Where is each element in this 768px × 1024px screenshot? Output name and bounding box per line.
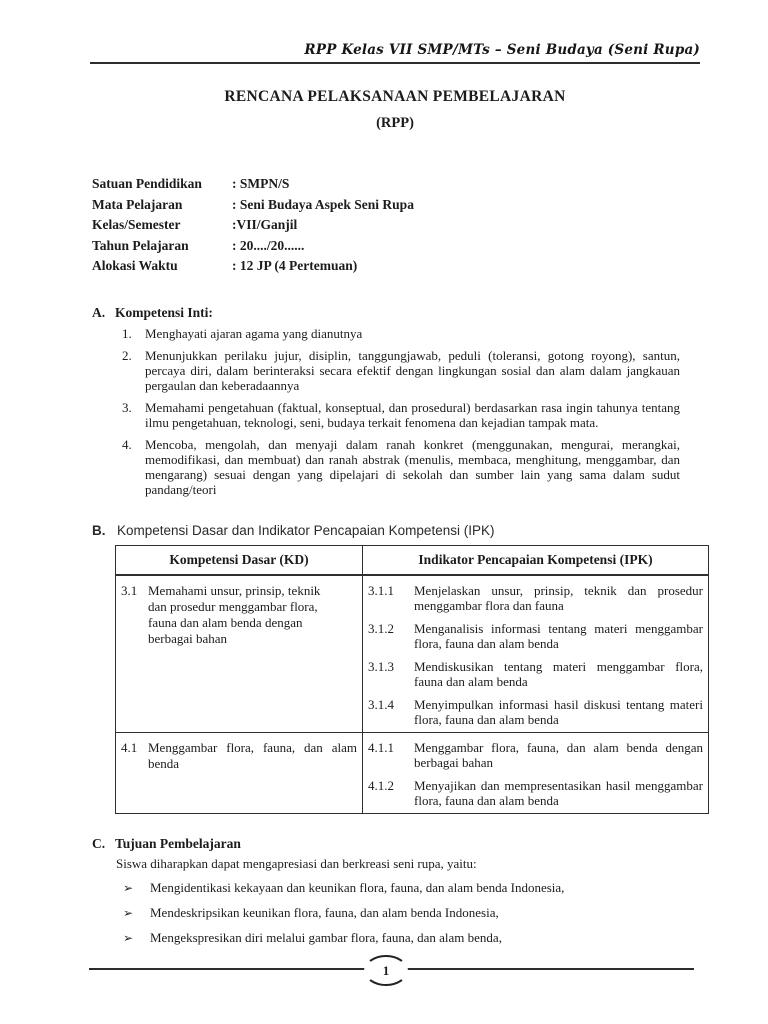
ipk-item <box>368 697 703 728</box>
running-title: RPP Kelas VII SMP/MTs – Seni Budaya (Seni Rupa) <box>304 42 700 58</box>
item-number: 2. <box>122 347 132 363</box>
ipk-number: 4.1.2 <box>368 777 394 793</box>
metadata-label: Mata Pelajaran <box>92 196 183 212</box>
ipk-number: 3.1.3 <box>368 658 394 674</box>
metadata-label: Kelas/Semester <box>92 217 181 232</box>
ipk-item <box>368 659 703 690</box>
ipk-text: Menjelaskan unsur, prinsip, teknik dan prosedur menggambar flora dan fauna <box>414 582 703 613</box>
bullet-text: Mengekspresikan diri melalui gambar flora, fauna, dan alam benda, <box>150 929 502 945</box>
ipk-item <box>368 583 703 614</box>
section-title: Kompetensi Dasar dan Indikator Pencapaian Kompetensi (IPK) <box>117 522 495 538</box>
table-header-ipk: Indikator Pencapaian Kompetensi (IPK) <box>363 545 709 575</box>
list-item <box>122 400 680 430</box>
bullet-item <box>123 880 690 896</box>
metadata-block <box>92 174 700 277</box>
metadata-value: : Seni Budaya Aspek Seni Rupa <box>232 196 414 212</box>
ipk-text: Menyimpulkan informasi hasil diskusi tentang materi flora, fauna dan alam benda <box>414 696 703 727</box>
ipk-item <box>368 621 703 652</box>
bullet-text: Mengidentikasi kekayaan dan keunikan flora, fauna, dan alam benda Indonesia, <box>150 879 565 895</box>
metadata-value: : 12 JP (4 Pertemuan) <box>232 258 358 273</box>
metadata-label: Tahun Pelajaran <box>92 237 189 253</box>
bullet-item <box>123 905 690 921</box>
arrow-bullet-icon: ➢ <box>123 905 134 920</box>
kd-number: 3.1 <box>121 582 138 598</box>
page-number: 1 <box>382 963 390 978</box>
intro-text: Siswa diharapkan dapat mengapresiasi dan berkreasi seni rupa, yaitu: <box>116 855 477 871</box>
ipk-text: Menggambar flora, fauna, dan alam benda dengan berbagai bahan <box>414 739 703 770</box>
list-item <box>122 437 680 497</box>
ipk-number: 3.1.4 <box>368 696 394 712</box>
list-item <box>122 348 680 393</box>
metadata-value: : 20..../20...... <box>232 237 305 253</box>
metadata-row <box>92 236 700 257</box>
section-kompetensi-inti <box>90 305 700 497</box>
metadata-label: Satuan Pendidikan <box>92 176 202 191</box>
metadata-row <box>92 195 700 216</box>
section-a-heading <box>92 305 700 321</box>
section-b-heading <box>92 523 700 538</box>
ipk-item <box>368 778 703 809</box>
ipk-text: Menyajikan dan mempresentasikan hasil menggambar flora, fauna dan alam benda <box>414 777 703 808</box>
tujuan-bullet-list <box>123 880 690 946</box>
ipk-number: 3.1.2 <box>368 620 394 636</box>
page-subtitle: (RPP) <box>376 115 414 131</box>
section-letter: C. <box>92 835 106 851</box>
bullet-item <box>123 930 690 946</box>
metadata-value: : SMPN/S <box>232 176 290 191</box>
item-number: 1. <box>122 325 132 341</box>
page-number-badge <box>364 955 408 986</box>
table-header-row <box>116 545 709 575</box>
section-kompetensi-dasar <box>90 522 703 814</box>
section-title: Tujuan Pembelajaran <box>115 835 241 851</box>
metadata-row <box>92 256 700 277</box>
item-text: Menunjukkan perilaku jujur, disiplin, tanggungjawab, peduli (toleransi, gotong royong), santun, percaya diri, dalam berinteraksi secara efektif dengan lingkungan sosial dan alam dalam jangkauan pergaulan dan keberadaannya <box>145 347 680 393</box>
kd-ipk-table <box>115 545 709 814</box>
section-c-heading <box>92 836 700 852</box>
kd-cell <box>121 580 357 647</box>
section-title: Kompetensi Inti: <box>115 304 213 320</box>
document-page <box>90 42 703 946</box>
item-number: 3. <box>122 399 132 415</box>
metadata-label: Alokasi Waktu <box>92 258 178 273</box>
section-letter: A. <box>92 304 106 320</box>
section-letter: B. <box>92 522 106 538</box>
page-title: RENCANA PELAKSANAAN PEMBELAJARAN <box>224 88 566 105</box>
title-block <box>90 88 700 132</box>
arrow-bullet-icon: ➢ <box>123 880 134 895</box>
ipk-number: 3.1.1 <box>368 582 394 598</box>
item-number: 4. <box>122 436 132 452</box>
table-row <box>116 575 709 733</box>
metadata-row <box>92 174 700 195</box>
arrow-bullet-icon: ➢ <box>123 930 134 945</box>
kd-text: Memahami unsur, prinsip, teknik dan prosedur menggambar flora, fauna dan alam benda dengan berbagai bahan <box>148 582 321 646</box>
kd-number: 4.1 <box>121 739 138 755</box>
bullet-text: Mendeskripsikan keunikan flora, fauna, dan alam benda Indonesia, <box>150 904 499 920</box>
table-row <box>116 732 709 813</box>
list-item <box>122 326 680 341</box>
ipk-number: 4.1.1 <box>368 739 394 755</box>
item-text: Memahami pengetahuan (faktual, konseptual, dan prosedural) berdasarkan rasa ingin tahunya tentang ilmu pengetahuan, teknologi, seni, budaya terkait fenomena dan kejadian tampak mata. <box>145 399 680 430</box>
ipk-text: Menganalisis informasi tentang materi menggambar flora, fauna dan alam benda <box>414 620 703 651</box>
table-header-kd: Kompetensi Dasar (KD) <box>116 545 363 575</box>
ipk-item <box>368 740 703 771</box>
item-text: Menghayati ajaran agama yang dianutnya <box>145 325 363 341</box>
ipk-text: Mendiskusikan tentang materi menggambar flora, fauna dan alam benda <box>414 658 703 689</box>
header-rule <box>90 62 700 64</box>
kd-text: Menggambar flora, fauna, dan alam benda <box>148 739 357 771</box>
metadata-row <box>92 215 700 236</box>
section-tujuan-pembelajaran <box>90 836 700 946</box>
kd-cell <box>121 737 357 772</box>
metadata-value: :VII/Ganjil <box>232 217 298 232</box>
item-text: Mencoba, mengolah, dan menyaji dalam ranah konkret (menggunakan, mengurai, merangkai, memodifikasi, dan membuat) dan ranah abstrak (menulis, membaca, menghitung, menggambar, dan mengarang) sesuai dengan yang dipelajari di sekolah dan sumber lain yang sama dalam sudut pandang/teori <box>145 436 680 497</box>
kompetensi-inti-list <box>122 326 680 497</box>
